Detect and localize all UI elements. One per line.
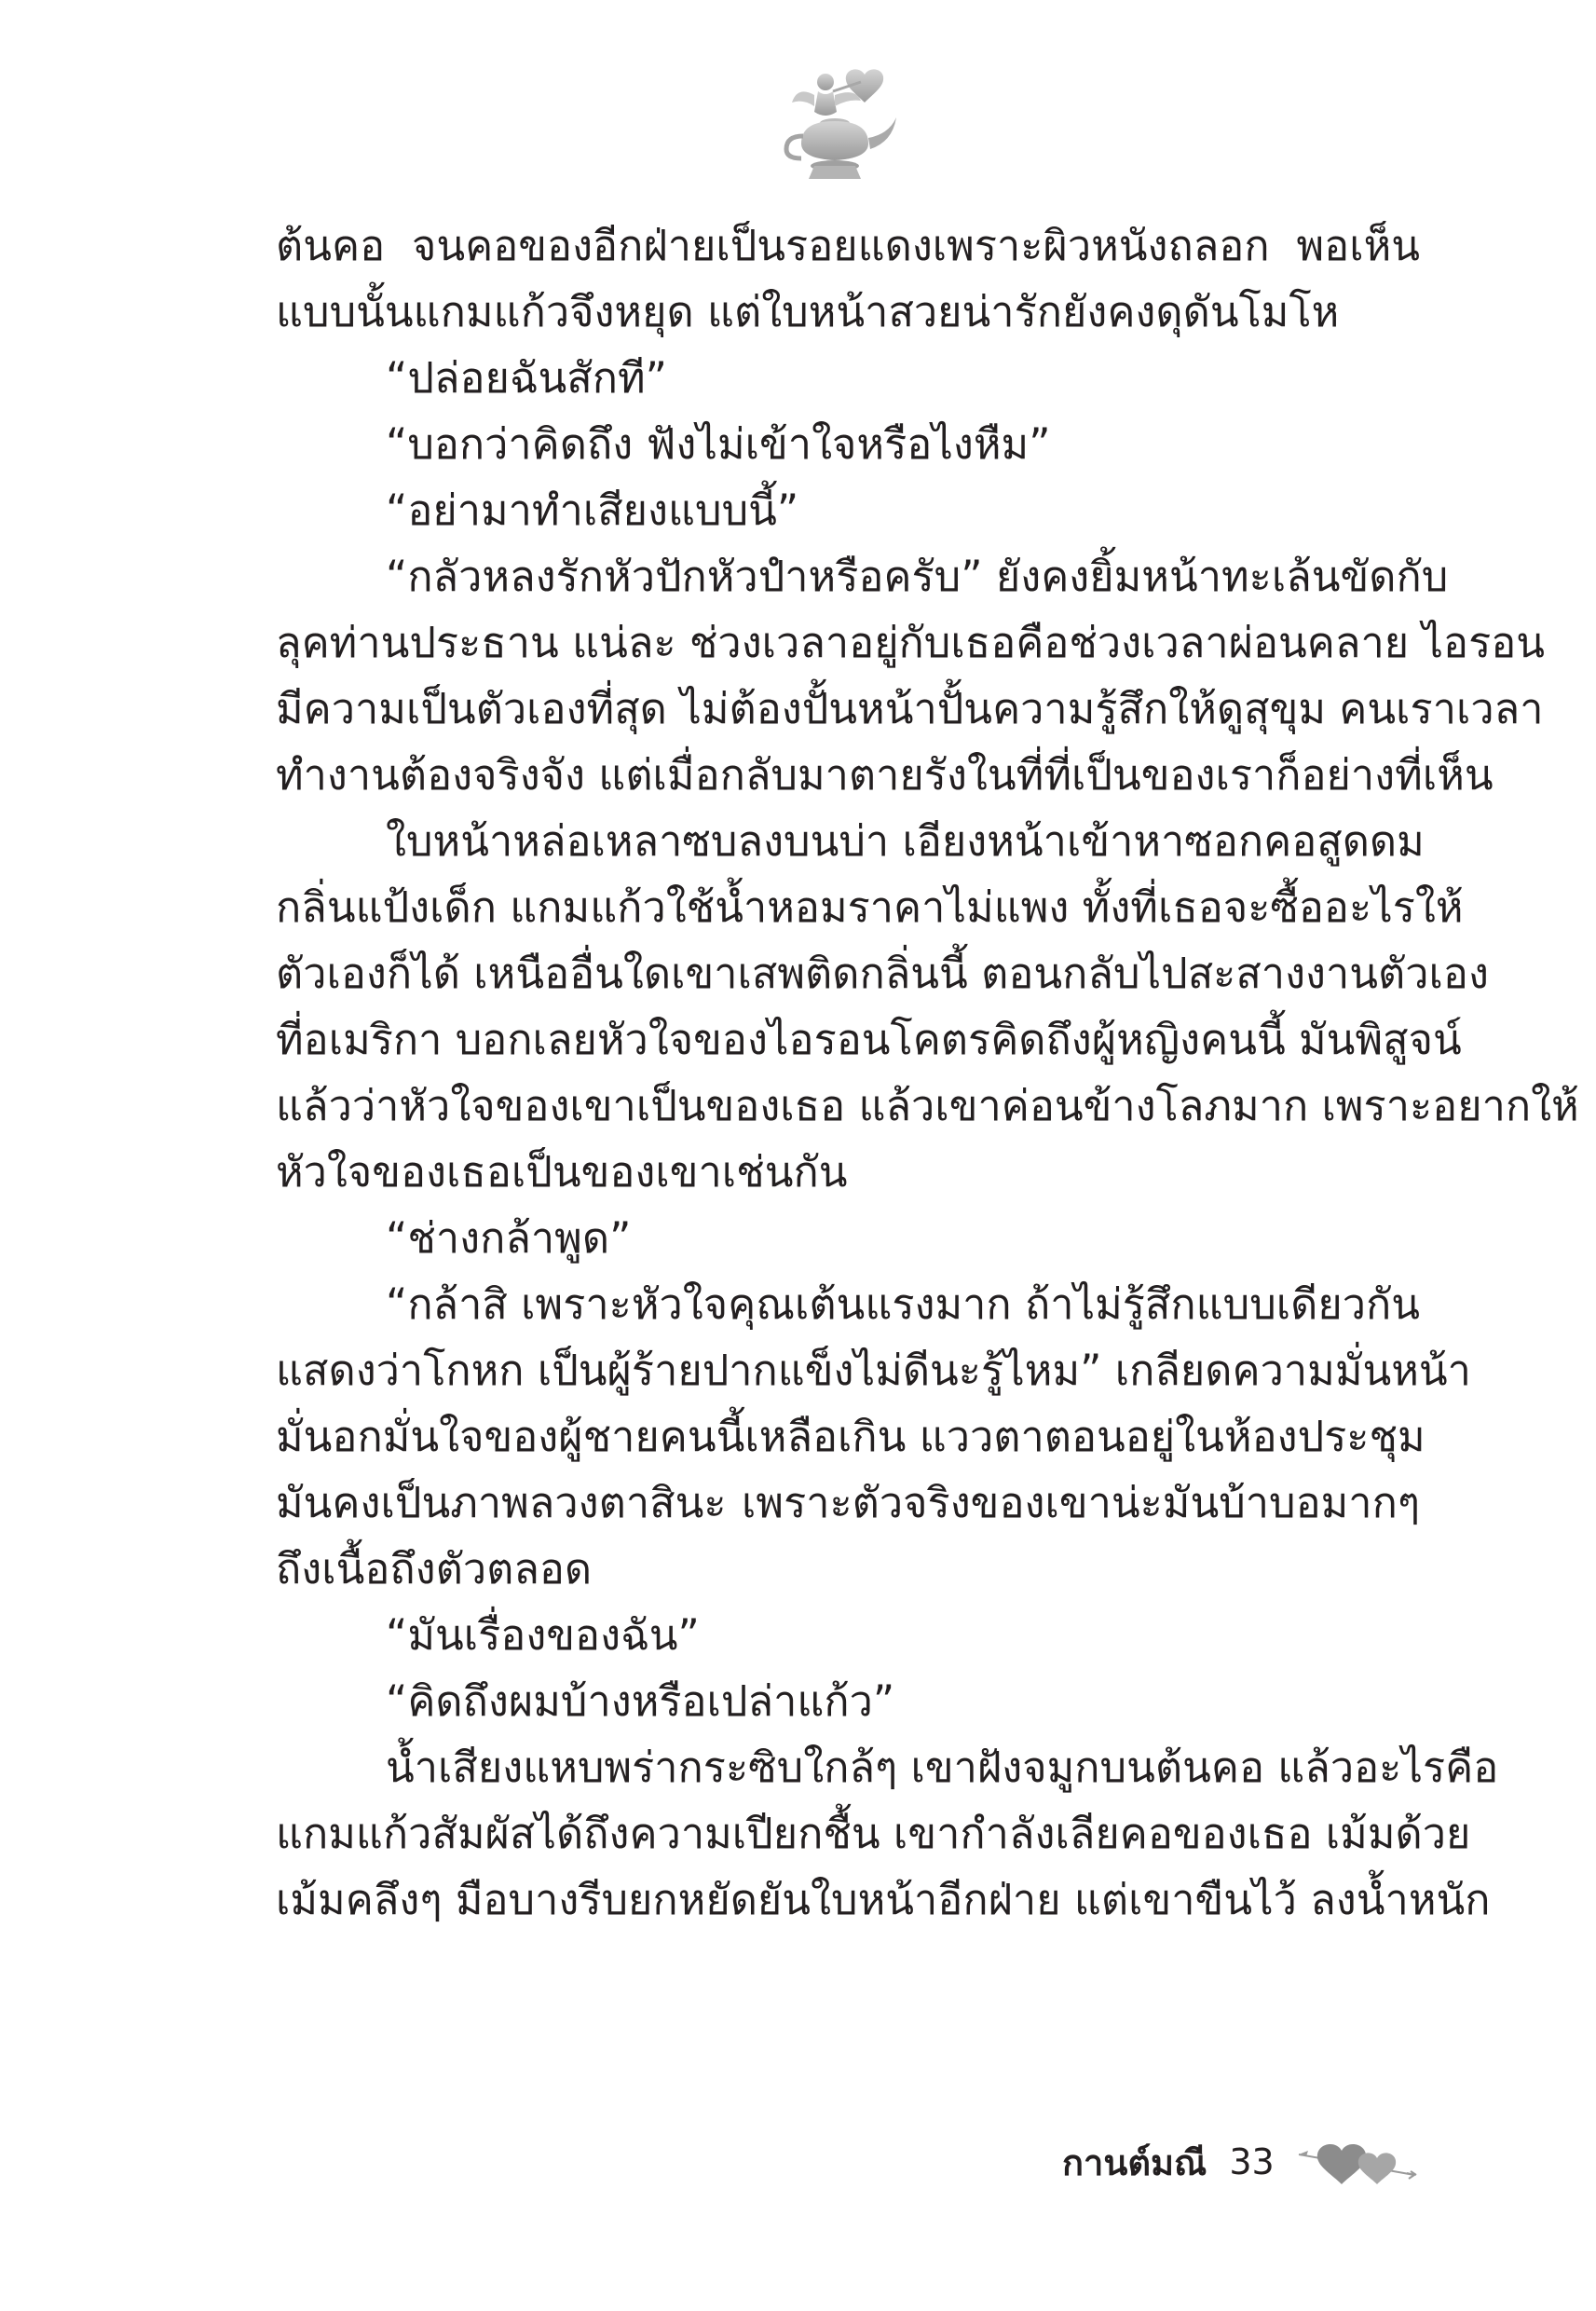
hearts-arrow-icon [1297, 2134, 1418, 2190]
text-line: ต้นคอ จนคอของอีกฝ่ายเป็นรอยแดงเพราะผิวหนังถลอก พอเห็น [276, 221, 1420, 270]
text-line: เม้มคลึงๆ มือบางรีบยกหยัดยันใบหน้าอีกฝ่าย แต่เขาขืนไว้ ลงน้ำหนัก [276, 1875, 1491, 1924]
text-line: กลิ่นแป้งเด็ก แกมแก้วใช้น้ำหอมราคาไม่แพง ทั้งที่เธอจะซื้ออะไรให้ [276, 882, 1464, 932]
book-title: กานต์มณี [1062, 2141, 1207, 2183]
text-line: ถึงเนื้อถึงตัวตลอด [276, 1544, 593, 1593]
text-line: “ปล่อยฉันสักที” [386, 353, 667, 403]
text-line: แกมแก้วสัมผัสได้ถึงความเปียกชื้น เขากำลังเลียคอของเธอ เม้มด้วย [276, 1809, 1471, 1858]
text-line: มั่นอกมั่นใจของผู้ชายคนนี้เหลือเกิน แววตาตอนอยู่ในห้องประชุม [276, 1412, 1425, 1461]
text-line: “มันเรื่องของฉัน” [386, 1610, 700, 1660]
cupid-teapot-ornament-icon [760, 54, 909, 203]
text-line: น้ำเสียงแหบพร่ากระซิบใกล้ๆ เขาฝังจมูกบนต้นคอ แล้วอะไรคือ [386, 1743, 1499, 1792]
text-line: “คิดถึงผมบ้างหรือเปล่าแก้ว” [386, 1676, 895, 1726]
text-line: “กล้าสิ เพราะหัวใจคุณเต้นแรงมาก ถ้าไม่รู้สึกแบบเดียวกัน [386, 1279, 1421, 1329]
page-number: 33 [1229, 2141, 1275, 2182]
text-line: มีความเป็นตัวเองที่สุด ไม่ต้องปั้นหน้าปั้นความรู้สึกให้ดูสุขุม คนเราเวลา [276, 684, 1544, 733]
text-line: “บอกว่าคิดถึง ฟังไม่เข้าใจหรือไงหืม” [386, 419, 1051, 469]
page-footer [1062, 2134, 1418, 2190]
text-line: แบบนั้นแกมแก้วจึงหยุด แต่ใบหน้าสวยน่ารักยังคงดุดันโมโห [276, 287, 1340, 336]
text-line: หัวใจของเธอเป็นของเขาเช่นกัน [276, 1147, 848, 1197]
text-line: มันคงเป็นภาพลวงตาสินะ เพราะตัวจริงของเขาน่ะมันบ้าบอมากๆ [276, 1478, 1420, 1527]
body-text [276, 212, 1579, 1933]
text-line: “กลัวหลงรักหัวปักหัวปำหรือครับ” ยังคงยิ้มหน้าทะเล้นขัดกับ [386, 552, 1449, 601]
text-line: “อย่ามาทำเสียงแบบนี้” [386, 485, 799, 535]
text-line: แสดงว่าโกหก เป็นผู้ร้ายปากแข็งไม่ดีนะรู้ไหม” เกลียดความมั่นหน้า [276, 1346, 1471, 1395]
text-line: ใบหน้าหล่อเหลาซบลงบนบ่า เอียงหน้าเข้าหาซอกคอสูดดม [386, 816, 1425, 866]
text-line: ลุคท่านประธาน แน่ละ ช่วงเวลาอยู่กับเธอคือช่วงเวลาผ่อนคลาย ไอรอน [276, 618, 1546, 667]
text-line: ที่อเมริกา บอกเลยหัวใจของไอรอนโคตรคิดถึงผู้หญิงคนนี้ มันพิสูจน์ [276, 1015, 1462, 1064]
text-line: ตัวเองก็ได้ เหนืออื่นใดเขาเสพติดกลิ่นนี้ ตอนกลับไปสะสางงานตัวเอง [276, 949, 1489, 998]
text-line: แล้วว่าหัวใจของเขาเป็นของเธอ แล้วเขาค่อนข้างโลภมาก เพราะอยากให้ [276, 1081, 1579, 1130]
text-line: ทำงานต้องจริงจัง แต่เมื่อกลับมาตายรังในที่ที่เป็นของเราก็อย่างที่เห็น [276, 750, 1494, 800]
text-line: “ช่างกล้าพูด” [386, 1213, 632, 1263]
